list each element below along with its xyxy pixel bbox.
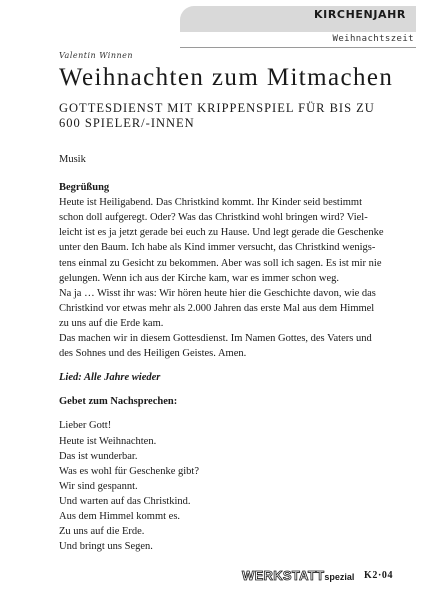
greeting-line: schon doll aufgeregt. Oder? Was das Christkind wohl bringen wird? Viel-	[59, 212, 368, 224]
author-name: Valentin Winnen	[59, 51, 134, 60]
greeting-line: tens einmal zu Gesicht zu bekommen. Aber was soll ich sagen. Es ist mir nie	[59, 257, 382, 269]
prayer-line: Was es wohl für Geschenke gibt?	[59, 465, 199, 477]
header-divider	[180, 47, 416, 48]
header-subcategory: Weihnachtszeit	[332, 34, 414, 44]
greeting-line: gelungen. Wenn ich aus der Kirche kam, war es immer schon weg.	[59, 272, 340, 284]
page-subtitle: GOTTESDIENST MIT KRIPPENSPIEL FÜR BIS ZU 600 SPIELER/-INNEN	[59, 101, 375, 130]
greeting-line: Na ja … Wisst ihr was: Wir hören heute hier die Geschichte davon, wie das	[59, 287, 376, 299]
prayer-line: Und warten auf das Christkind.	[59, 495, 191, 507]
header-category: KIRCHENJAHR	[314, 8, 406, 21]
prayer-line: Aus dem Himmel kommt es.	[59, 510, 181, 522]
prayer-line: Lieber Gott!	[59, 420, 112, 432]
greeting-line: Heute ist Heiligabend. Das Christkind kommt. Ihr Kinder seid bestimmt	[59, 197, 362, 209]
greeting-line: zu uns auf die Erde kam.	[59, 317, 164, 329]
page-code: K2·04	[364, 570, 394, 581]
document-body	[59, 152, 404, 554]
prayer-line: Wir sind gespannt.	[59, 480, 138, 492]
music-label: Musik	[59, 154, 86, 165]
prayer-line: Zu uns auf die Erde.	[59, 526, 145, 538]
greeting-paragraph	[59, 195, 404, 361]
publisher-logo	[242, 567, 354, 585]
page-title: Weihnachten zum Mitmachen	[59, 64, 394, 91]
song-title: Lied: Alle Jahre wieder	[59, 372, 161, 384]
greeting-line: Christkind vor etwas mehr als 2.000 Jahren das erste Mal aus dem Himmel	[59, 302, 375, 314]
prayer-heading: Gebet zum Nachsprechen:	[59, 396, 178, 408]
greeting-line: Das machen wir in diesem Gottesdienst. Im Namen Gottes, des Vaters und	[59, 333, 372, 345]
brand-main-text: WERKSTATT	[242, 568, 325, 583]
greeting-line: unter den Baum. Ich habe als Kind immer versucht, das Christkind wenigs-	[59, 242, 376, 254]
prayer-text	[59, 418, 404, 554]
greeting-line: leicht ist es ja jetzt gerade bei euch zu Hause. Und legt gerade die Geschenke	[59, 227, 384, 239]
brand-sub-text: spezial	[324, 572, 355, 582]
prayer-line: Und bringt uns Segen.	[59, 541, 153, 553]
header-tab	[180, 6, 416, 32]
greeting-heading: Begrüßung	[59, 182, 110, 194]
greeting-line: des Sohnes und des Heiligen Geistes. Amen.	[59, 348, 247, 360]
prayer-line: Das ist wunderbar.	[59, 450, 138, 462]
prayer-line: Heute ist Weihnachten.	[59, 435, 157, 447]
